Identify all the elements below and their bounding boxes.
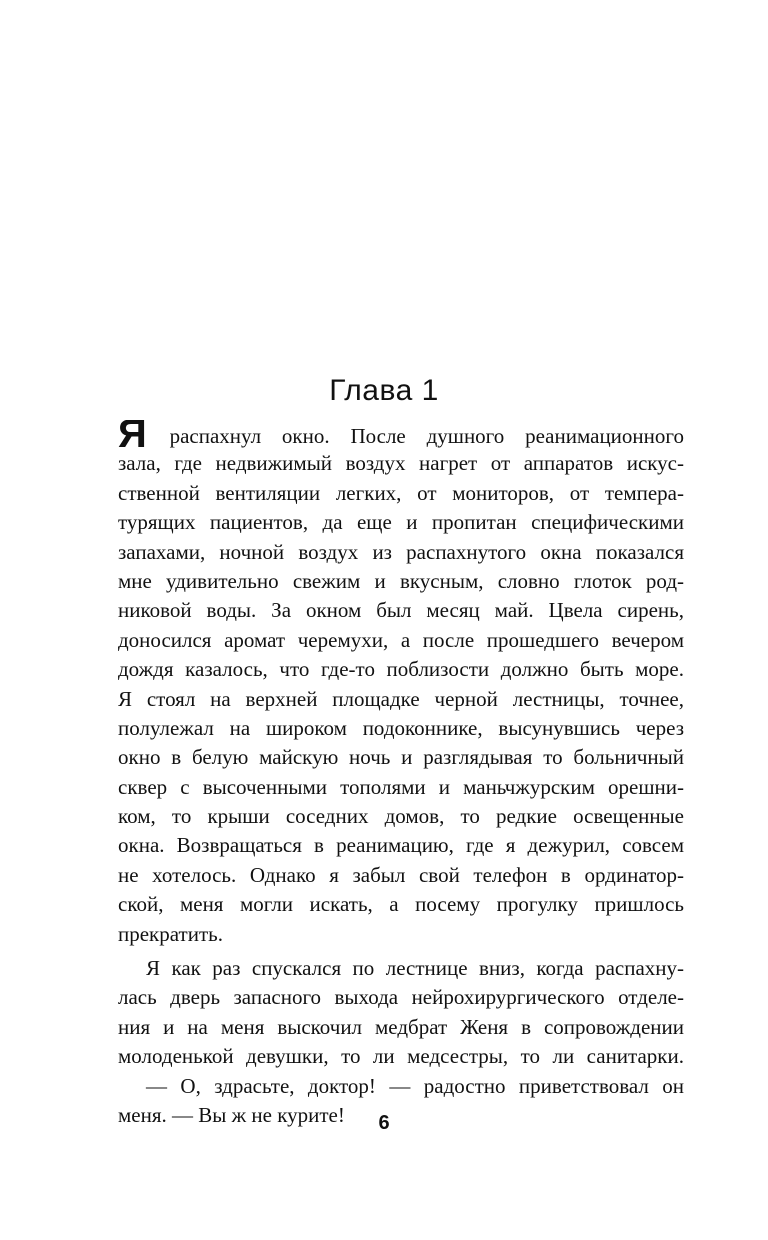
paragraph-line: окна. Возвращаться в реанимацию, где я дежурил, совсем bbox=[118, 833, 684, 858]
chapter-title: Глава 1 bbox=[329, 374, 439, 407]
page-number: 6 bbox=[378, 1112, 390, 1134]
drop-cap: Я bbox=[118, 420, 147, 450]
paragraph-line: ственной вентиляции легких, от мониторов, от темпера- bbox=[118, 480, 684, 505]
paragraph-line: Я распахнул окно. После душного реанимационного bbox=[118, 420, 684, 449]
paragraph-line: прекратить. bbox=[118, 921, 223, 946]
paragraph-line: зала, где недвижимый воздух нагрет от аппаратов искус- bbox=[118, 451, 684, 476]
paragraph-line: ской, меня могли искать, а посему прогулку пришлось bbox=[118, 892, 684, 917]
paragraph-line: окно в белую майскую ночь и разглядывая то больничный bbox=[118, 745, 684, 770]
paragraph-line: запахами, ночной воздух из распахнутого окна показался bbox=[118, 539, 684, 564]
paragraph-line: мне удивительно свежим и вкусным, словно глоток род- bbox=[118, 568, 684, 593]
paragraph-line: ком, то крыши соседних домов, то редкие освещенные bbox=[118, 804, 684, 829]
chapter-body bbox=[118, 420, 684, 1130]
paragraph-line: полулежал на широком подоконнике, высунувшись через bbox=[118, 715, 684, 740]
paragraph-line: Я как раз спускался по лестнице вниз, когда распахну- bbox=[146, 956, 684, 981]
paragraph-line: турящих пациентов, да еще и пропитан специфическими bbox=[118, 510, 684, 535]
paragraph-line: ния и на меня выскочил медбрат Женя в сопровождении bbox=[118, 1014, 684, 1039]
paragraph-line: лась дверь запасного выхода нейрохирургического отделе- bbox=[118, 985, 684, 1010]
paragraph-line: Я стоял на верхней площадке черной лестницы, точнее, bbox=[118, 686, 684, 711]
paragraph-line: дождя казалось, что где-то поблизости должно быть море. bbox=[118, 657, 684, 682]
paragraph-line: никовой воды. За окном был месяц май. Цвела сирень, bbox=[118, 598, 684, 623]
paragraph-line: меня. — Вы ж не курите! bbox=[118, 1102, 345, 1127]
paragraph-line: — О, здрасьте, доктор! — радостно приветствовал он bbox=[146, 1073, 684, 1098]
paragraph-line: молоденькой девушки, то ли медсестры, то ли санитарки. bbox=[118, 1044, 684, 1069]
paragraph-line: доносился аромат черемухи, а после прошедшего вечером bbox=[118, 627, 684, 652]
paragraph-line: не хотелось. Однако я забыл свой телефон в ординатор- bbox=[118, 862, 684, 887]
paragraph-line: сквер с высоченными тополями и маньчжурским орешни- bbox=[118, 774, 684, 799]
